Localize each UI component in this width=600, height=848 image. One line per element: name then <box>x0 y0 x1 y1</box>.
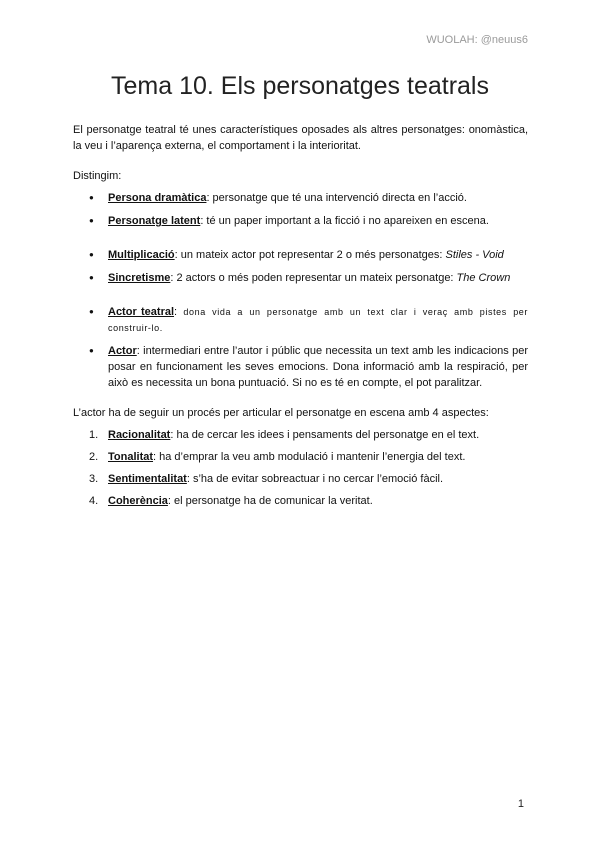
separator: : <box>170 429 174 441</box>
term: Multiplicació <box>108 249 175 261</box>
example-work: Stiles - Void <box>445 249 504 261</box>
separator: : <box>206 192 210 204</box>
item-number: 3. <box>89 473 99 485</box>
definition: dona vida a un personatge amb un text clar i veraç amb pistes per construir-lo. <box>108 307 529 333</box>
separator: : <box>153 451 157 463</box>
list-item <box>73 493 528 509</box>
term: Actor teatral <box>108 306 175 318</box>
item-number: 4. <box>89 495 99 507</box>
list-item <box>73 247 528 263</box>
list-item <box>73 304 528 336</box>
separator: : <box>170 272 174 284</box>
separator: : <box>186 473 190 485</box>
example-work: The Crown <box>456 272 511 284</box>
list-item <box>73 270 528 286</box>
definition: el personatge ha de comunicar la veritat. <box>170 495 373 507</box>
separator: : <box>167 495 171 507</box>
definition: 2 actors o més poden representar un mateix personatge: <box>173 272 457 284</box>
separator: : <box>174 249 178 261</box>
definition: ha de cercar les idees i pensaments del personatge en el text. <box>173 429 480 441</box>
process-paragraph: L’actor ha de seguir un procés per articular el personatge en escena amb 4 aspectes: <box>73 407 489 419</box>
term: Persona dramàtica <box>108 192 207 204</box>
document-body <box>73 122 528 509</box>
separator: : <box>200 215 204 227</box>
term: Sentimentalitat <box>108 473 187 485</box>
list-item <box>73 471 528 487</box>
watermark: WUOLAH: @neuus6 <box>426 34 528 46</box>
distingim-label: Distingim: <box>73 170 122 182</box>
term: Coherència <box>108 495 168 507</box>
item-number: 2. <box>89 451 99 463</box>
definition: intermediari entre l’autor i públic que necessita un text amb les indicacions per posar en funcionament les seves emocions. Dona informació amb la respiració, per això es necessita un bona puntuació. Si no es té en compte, el pot paralitzar. <box>108 345 528 389</box>
definition: personatge que té una intervenció directa en l’acció. <box>209 192 467 204</box>
term: Sincretisme <box>108 272 171 284</box>
types-list <box>73 190 528 391</box>
term: Personatge latent <box>108 215 201 227</box>
term: Racionalitat <box>108 429 171 441</box>
list-item <box>73 213 528 229</box>
list-item <box>73 427 528 443</box>
term: Tonalitat <box>108 451 154 463</box>
separator: : <box>136 345 140 357</box>
list-item <box>73 449 528 465</box>
definition: té un paper important a la ficció i no apareixen en escena. <box>203 215 489 227</box>
item-number: 1. <box>89 429 99 441</box>
page-title: Tema 10. Els personatges teatrals <box>111 72 489 100</box>
term: Actor <box>108 345 137 357</box>
list-item <box>73 190 528 206</box>
definition: ha d’emprar la veu amb modulació i mantenir l’energia del text. <box>156 451 466 463</box>
page-number: 1 <box>517 798 524 810</box>
definition: un mateix actor pot representar 2 o més personatges: <box>177 249 446 261</box>
intro-paragraph: El personatge teatral té unes característiques oposades als altres personatges: onomàstica, la veu i l’aparença externa, el comportament i la interioritat. <box>73 124 528 152</box>
definition: s’ha de evitar sobreactuar i no cercar l’emoció fàcil. <box>189 473 444 485</box>
list-item <box>73 343 528 391</box>
aspects-list <box>73 427 528 509</box>
separator: : <box>174 306 178 318</box>
